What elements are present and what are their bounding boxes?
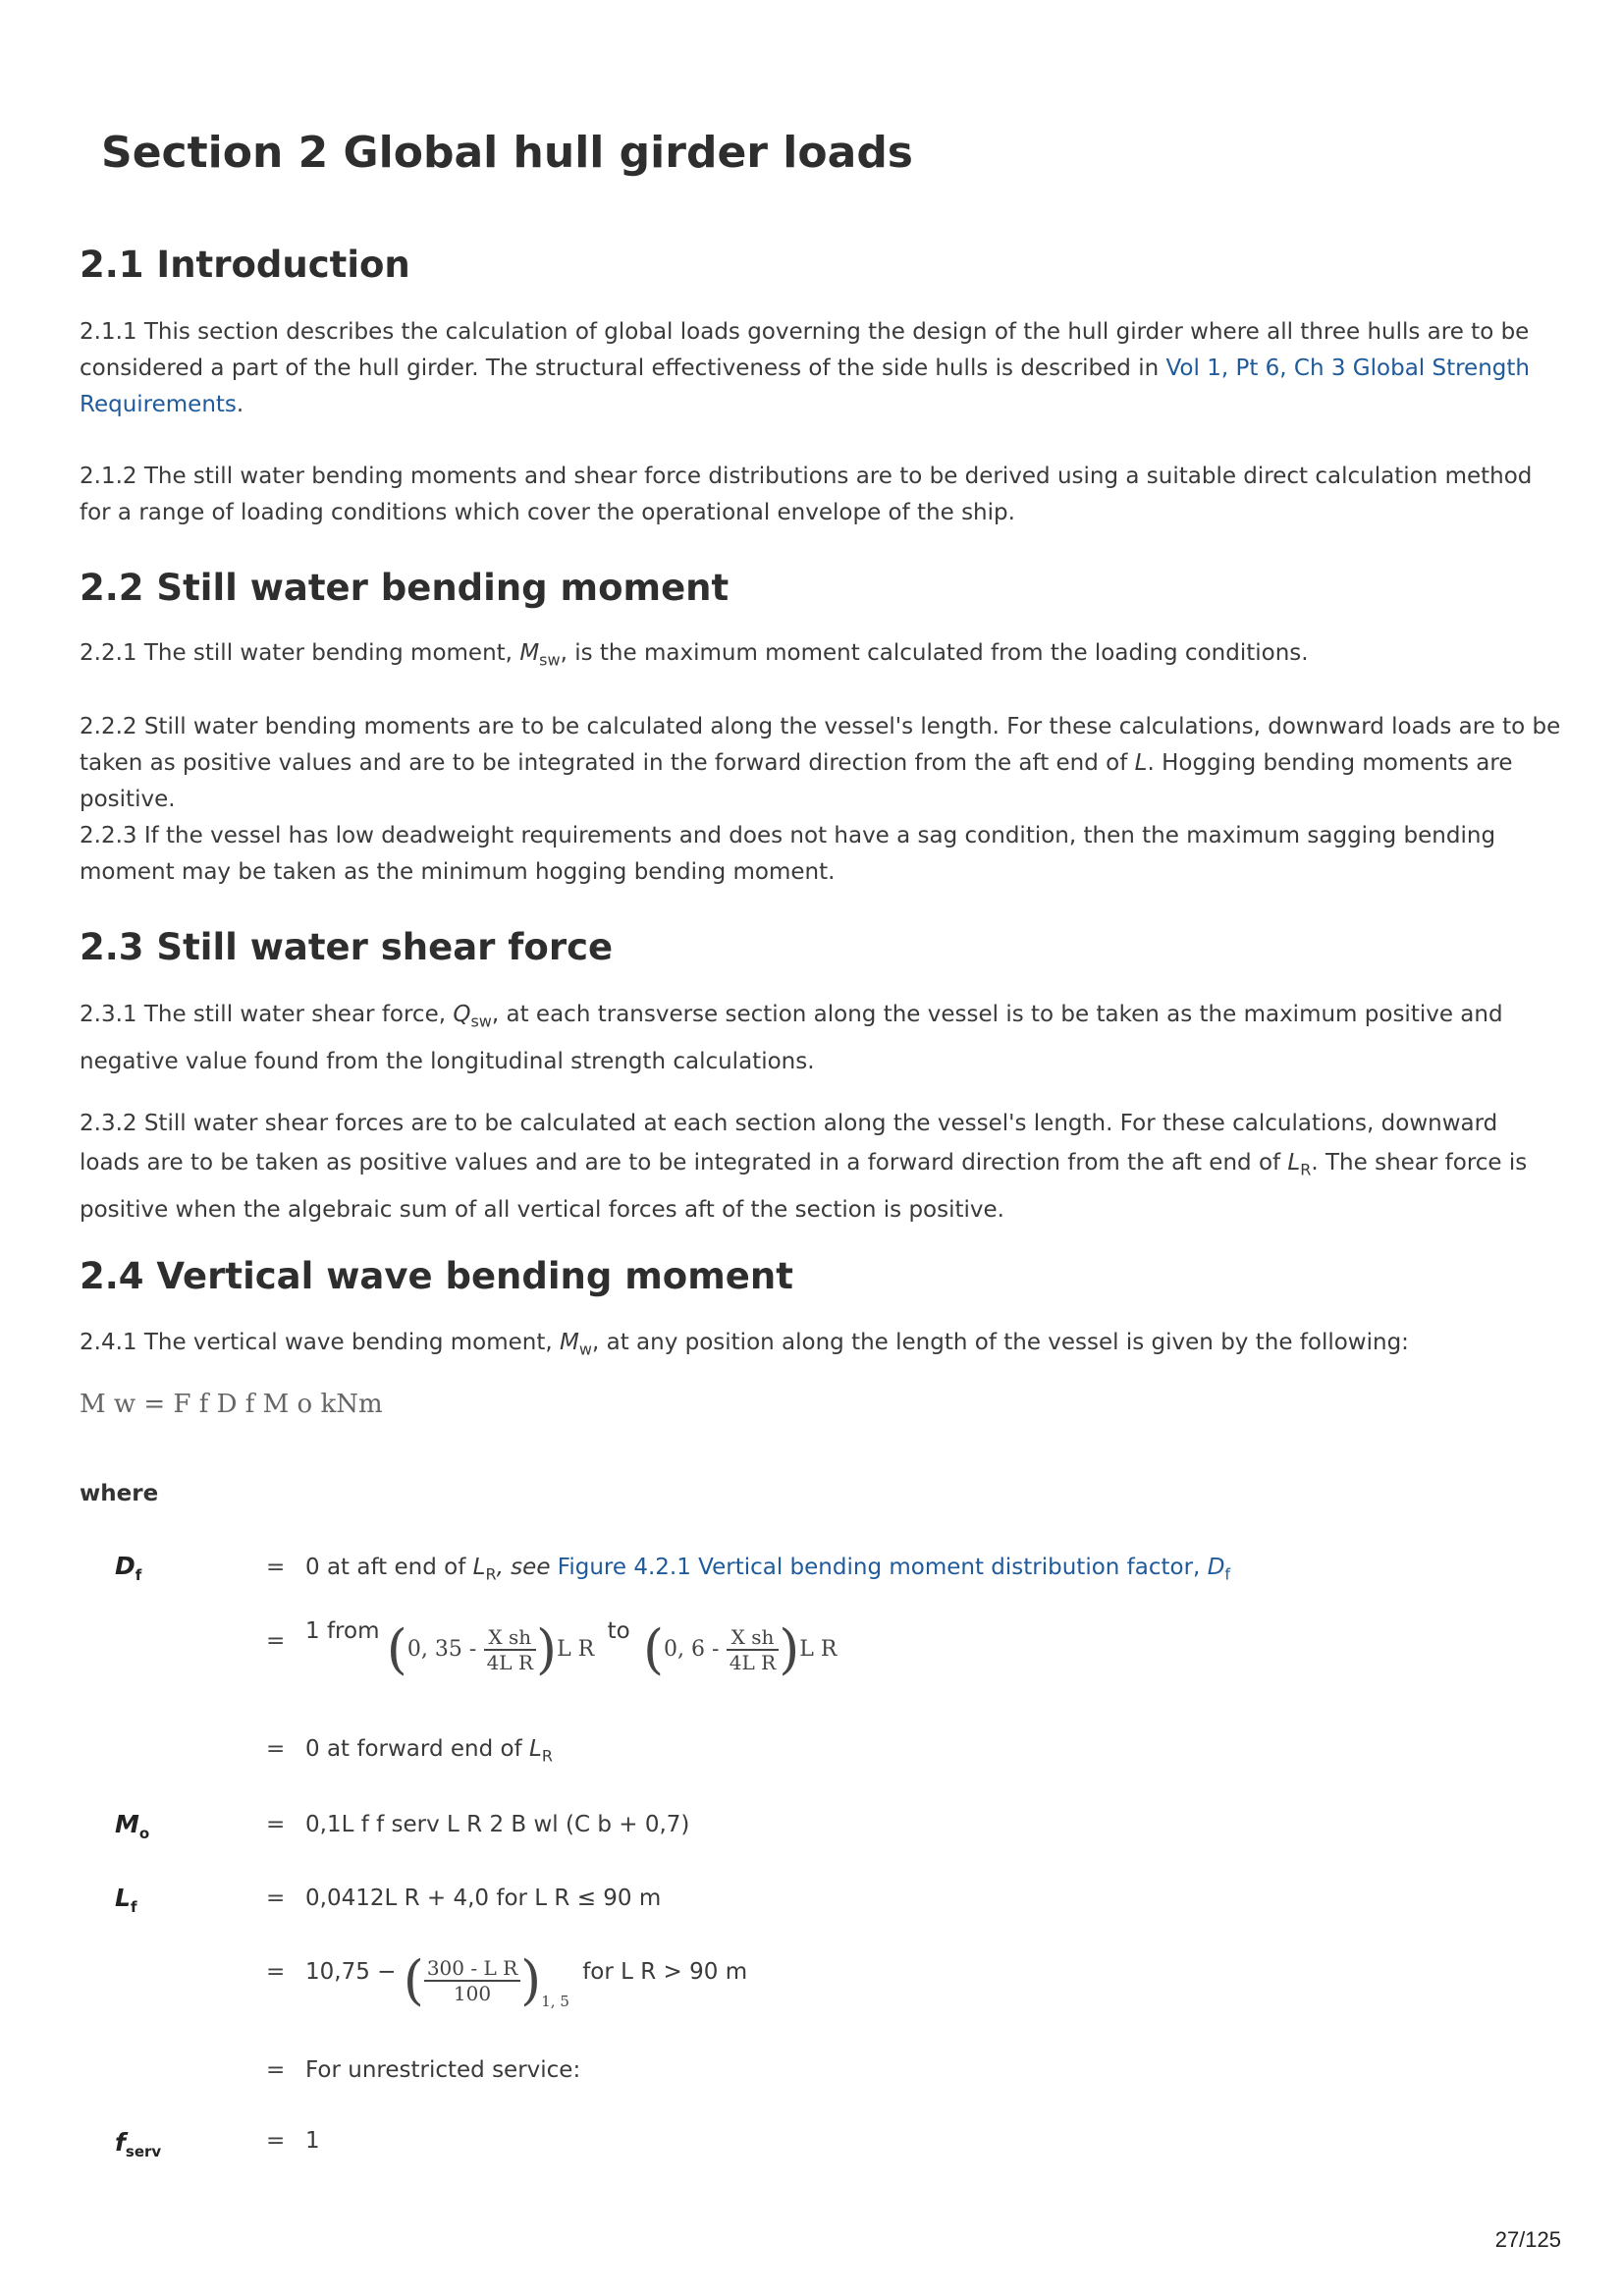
math-symbol: L [528,1736,542,1762]
definition-text: to [607,1618,630,1644]
fraction-numerator: X sh [727,1625,779,1651]
equals-sign: = [266,1886,286,1911]
paragraph-text: . [236,392,244,417]
definition-unrestricted: For unrestricted service: [305,2057,581,2083]
math-symbol: M [560,1330,579,1355]
equals-sign: = [266,1555,286,1580]
link-math-subscript: f [1224,1564,1231,1584]
definition-lf-large [305,1949,747,2011]
equals-sign: = [266,1959,286,1985]
definition-text: , see [496,1555,558,1580]
equals-sign: = [266,1628,286,1654]
symbol-letter: D [115,1552,135,1580]
symbol-subscript: o [138,1825,150,1842]
link-figure-4-2-1[interactable] [557,1555,1231,1584]
fraction-numerator: 300 - L R [424,1956,520,1982]
math-subscript: sw [539,650,561,670]
paren-open: ( [642,1618,665,1680]
math-symbol: L R [799,1637,838,1662]
paren-open: ( [403,1949,424,2011]
paragraph-text: 2.4.1 The vertical wave bending moment, [80,1330,561,1355]
equals-sign: = [266,1812,286,1837]
math-symbol: L [472,1555,486,1580]
paragraph-text: . Hogging bending moments are positive. [80,750,1513,812]
heading-2-2: 2.2 Still water bending moment [80,567,730,609]
paragraph-text: 2.3.1 The still water shear force, [80,1002,454,1027]
fraction-denominator: 4L R [729,1650,777,1674]
symbol-subscript: serv [125,2143,162,2160]
math-subscript: w [578,1339,592,1359]
paragraph-2-1-1 [80,314,1562,423]
definition-text: 0 at forward end of [305,1736,529,1762]
paragraph-2-1-2: 2.1.2 The still water bending moments and shear force distributions are to be derived using a suitable direct calculation method for a range of loading conditions which cover the operational envelope of the ship. [80,464,1533,525]
symbol-letter: L [115,1884,131,1912]
paragraph-2-3-2 [80,1104,1562,1230]
definition-df-range [305,1618,837,1680]
definition-text: 10,75 − [305,1959,397,1985]
paragraph-text: 2.2.1 The still water bending moment, [80,640,520,666]
math-symbol: Q [453,1002,471,1027]
definition-fserv: 1 [305,2128,320,2154]
math-subscript: sw [470,1011,492,1031]
heading-2-1: 2.1 Introduction [80,244,410,286]
page-number: 27/125 [1494,2227,1561,2252]
fraction-numerator: X sh [484,1625,536,1651]
paragraph-text: 2.2.2 Still water bending moments are to be calculated along the vessel's length. For these calculations, downward loads are to be taken as positive values and are to be integrated in the forward direction from the aft end of [80,714,1561,776]
heading-2-3: 2.3 Still water shear force [80,926,614,968]
paragraph-text: 2.3.2 Still water shear forces are to be calculated at each section along the vessel's length. For these calculations, downward loads are to be taken as positive values and are to be integrated in a forward direction from the aft end of [80,1111,1498,1175]
fraction-lr [424,1956,520,2005]
math-symbol: M [519,640,540,666]
math-subscript: R [1300,1160,1312,1179]
math-symbol: L R [557,1637,595,1662]
math-exponent: 1, 5 [541,1993,569,2010]
paragraph-text: 2.1.1 This section describes the calculation of global loads governing the design of the hull girder where all three hulls are to be considered a part of the hull girder. The structural effectiveness of the side hulls is described in [80,319,1530,381]
paragraph-2-4-1 [80,1325,1562,1368]
link-math-symbol: D [1207,1555,1225,1580]
definition-df-aft [305,1555,1230,1584]
link-global-strength-requirements[interactable]: Vol 1, Pt 6, Ch 3 Global Strength Requirements [80,355,1530,417]
math-subscript: R [485,1564,497,1584]
paren-close: ) [536,1618,558,1680]
symbol-letter: f [115,2128,126,2157]
symbol-letter: M [115,1810,139,1838]
math-subscript: R [541,1746,553,1766]
fraction-xsh [727,1625,779,1674]
paragraph-text: , at any position along the length of the vessel is given by the following: [591,1330,1409,1355]
definition-text: for L R > 90 m [582,1959,748,1985]
paragraph-text: . The shear force is positive when the algebraic sum of all vertical forces aft of the section is positive. [80,1150,1528,1223]
math-symbol: L [1287,1150,1301,1175]
paragraph-2-2-2 [80,709,1562,818]
heading-2-4: 2.4 Vertical wave bending moment [80,1255,793,1297]
paragraph-text: , is the maximum moment calculated from the loading conditions. [560,640,1309,666]
paragraph-2-2-1 [80,635,1562,679]
where-label: where [80,1481,159,1506]
math-symbol: L [1134,750,1148,776]
equals-sign: = [266,1736,286,1762]
symbol-lf [115,1884,136,1916]
section-title: Section 2 Global hull girder loads [101,128,913,178]
equals-sign: = [266,2057,286,2083]
symbol-mo [115,1810,149,1842]
paragraph-2-2-3: 2.2.3 If the vessel has low deadweight requirements and does not have a sag condition, then the maximum sagging bending moment may be taken as the minimum hogging bending moment. [80,823,1496,885]
paren-close: ) [779,1618,800,1680]
formula-mw: M w = F f D f M o kNm [80,1390,383,1419]
symbol-fserv [115,2128,161,2160]
paren-open: ( [386,1618,407,1680]
symbol-subscript: f [135,1566,142,1584]
math-constant: 0, 35 - [406,1637,477,1662]
symbol-subscript: f [130,1898,137,1916]
definition-df-forward [305,1736,553,1766]
link-text: Figure 4.2.1 Vertical bending moment distribution factor, [557,1555,1208,1580]
paragraph-2-3-1 [80,995,1562,1081]
definition-text: 1 from [305,1618,380,1644]
equals-sign: = [266,2128,286,2154]
paragraph-text: , at each transverse section along the vessel is to be taken as the maximum positive and negative value found from the longitudinal strength calculations. [80,1002,1503,1074]
definition-lf-small: 0,0412L R + 4,0 for L R ≤ 90 m [305,1886,662,1911]
definition-mo: 0,1L f f serv L R 2 B wl (C b + 0,7) [305,1812,690,1837]
paren-close: ) [520,1949,542,2011]
math-constant: 0, 6 - [664,1637,720,1662]
fraction-denominator: 4L R [486,1650,533,1674]
symbol-df [115,1552,141,1584]
definition-text: 0 at aft end of [305,1555,473,1580]
fraction-denominator: 100 [453,1981,492,2005]
fraction-xsh [484,1625,536,1674]
